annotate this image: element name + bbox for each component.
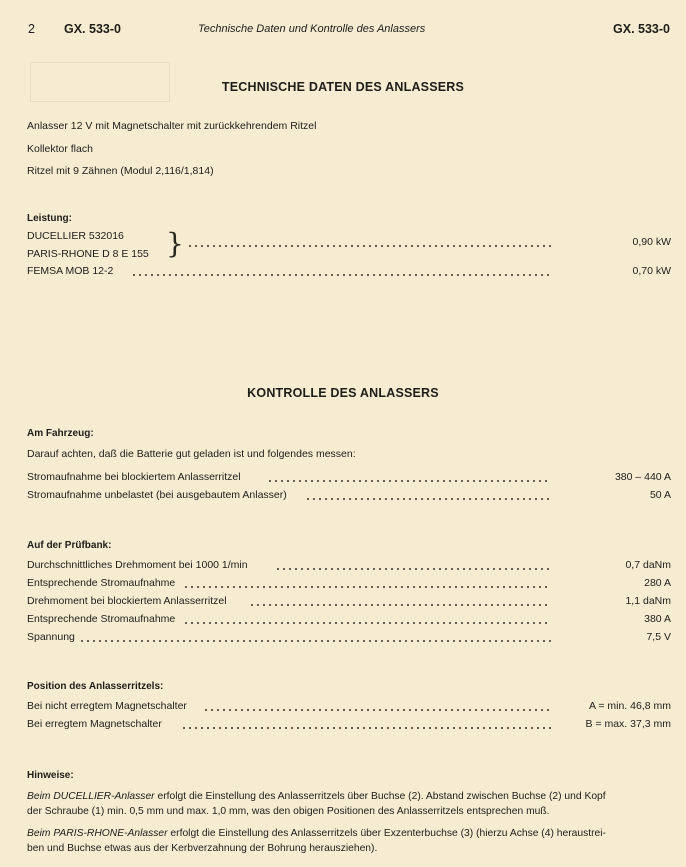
position-heading: Position des Anlasserritzels: <box>27 681 164 692</box>
tech-line-collector: Kollektor flach <box>27 143 93 155</box>
measurement-value: 1,1 daNm <box>625 595 671 607</box>
measurement-value: 0,7 daNm <box>625 559 671 571</box>
tech-section-title: TECHNISCHE DATEN DES ANLASSERS <box>221 80 465 94</box>
measurement-row <box>27 577 671 591</box>
note-ducellier-text-1: erfolgt die Einstellung des Anlasserritzels über Buchse (2). Abstand zwischen Buchse (2) und Kopf <box>154 791 606 802</box>
note-ducellier-text-2: der Schraube (1) min. 0,5 mm und max. 1,0 mm, was den obigen Positionen des Anlasserritzels entsprechen muß. <box>27 806 550 817</box>
measurement-row <box>27 471 671 485</box>
measurement-row <box>27 631 671 645</box>
measurement-label: Bei nicht erregtem Magnetschalter <box>27 700 187 712</box>
ducellier-model: DUCELLIER 532016 <box>27 230 124 242</box>
power-value: 0,70 kW <box>632 265 671 277</box>
note-paris-rhone-lead: Beim PARIS-RHONE-Anlasser <box>27 828 168 839</box>
measurement-row <box>27 489 671 503</box>
leader-dots <box>305 498 551 500</box>
leader-dots <box>203 709 551 711</box>
femsa-model: FEMSA MOB 12-2 <box>27 265 114 277</box>
note-ducellier <box>27 789 672 819</box>
leader-dots <box>187 245 551 247</box>
measurement-label: Spannung <box>27 631 75 643</box>
measurement-label: Durchschnittliches Drehmoment bei 1000 1/min <box>27 559 248 571</box>
measurement-label: Stromaufnahme bei blockiertem Anlasserritzel <box>27 471 241 483</box>
note-paris-rhone-text-2: ben und Buchse etwas aus der Kerbverzahnung der Bohrung herausziehen). <box>27 843 378 854</box>
tech-line-starter: Anlasser 12 V mit Magnetschalter mit zurückkehrendem Ritzel <box>27 120 317 132</box>
leader-dots <box>183 586 551 588</box>
power-row-femsa <box>27 265 671 279</box>
leader-dots <box>183 622 551 624</box>
leader-dots <box>249 604 551 606</box>
document-code-left: GX. 533-0 <box>64 22 121 36</box>
leader-dots <box>181 727 551 729</box>
measurement-label: Entsprechende Stromaufnahme <box>27 613 176 625</box>
note-paris-rhone-text-1: erfolgt die Einstellung des Anlasserritzels über Exzenterbuchse (3) (hierzu Achse (4) heraustrei- <box>167 828 606 839</box>
measurement-row <box>27 613 671 627</box>
measurement-value: 380 A <box>644 613 671 625</box>
measurement-value: 380 – 440 A <box>614 471 671 483</box>
leader-dots <box>275 568 551 570</box>
measurement-value: 280 A <box>644 577 671 589</box>
measurement-label: Stromaufnahme unbelastet (bei ausgebautem Anlasser) <box>27 489 287 501</box>
document-code-right: GX. 533-0 <box>613 22 670 36</box>
power-row-ducellier-paris <box>27 236 671 250</box>
measurement-row <box>27 559 671 573</box>
leader-dots <box>79 640 551 642</box>
note-paris-rhone <box>27 826 672 856</box>
measurement-label: Drehmoment bei blockiertem Anlasserritzel <box>27 595 227 607</box>
leader-dots <box>131 274 551 276</box>
fahrzeug-intro: Darauf achten, daß die Batterie gut geladen ist und folgendes messen: <box>27 448 356 460</box>
paris-rhone-model: PARIS-RHONE D 8 E 155 <box>27 248 149 260</box>
measurement-value: A = min. 46,8 mm <box>589 700 671 712</box>
measurement-value: B = max. 37,3 mm <box>585 718 671 730</box>
tech-line-pinion: Ritzel mit 9 Zähnen (Modul 2,116/1,814) <box>27 165 214 177</box>
measurement-row <box>27 718 671 732</box>
grouping-brace: } <box>166 227 184 260</box>
measurement-label: Bei erregtem Magnetschalter <box>27 718 162 730</box>
leader-dots <box>267 480 551 482</box>
fahrzeug-heading: Am Fahrzeug: <box>27 428 94 439</box>
measurement-value: 50 A <box>649 489 671 501</box>
leistung-heading: Leistung: <box>27 213 72 224</box>
power-value: 0,90 kW <box>632 236 671 248</box>
kontrolle-section-title: KONTROLLE DES ANLASSERS <box>247 386 439 400</box>
page-header <box>28 22 670 40</box>
pruefbank-heading: Auf der Prüfbank: <box>27 540 112 551</box>
measurement-row <box>27 595 671 609</box>
measurement-row <box>27 700 671 714</box>
hinweise-heading: Hinweise: <box>27 770 74 781</box>
header-subtitle: Technische Daten und Kontrolle des Anlassers <box>198 23 426 35</box>
measurement-value: 7,5 V <box>646 631 671 643</box>
page-number: 2 <box>28 22 35 36</box>
measurement-label: Entsprechende Stromaufnahme <box>27 577 176 589</box>
note-ducellier-lead: Beim DUCELLIER-Anlasser <box>27 791 155 802</box>
